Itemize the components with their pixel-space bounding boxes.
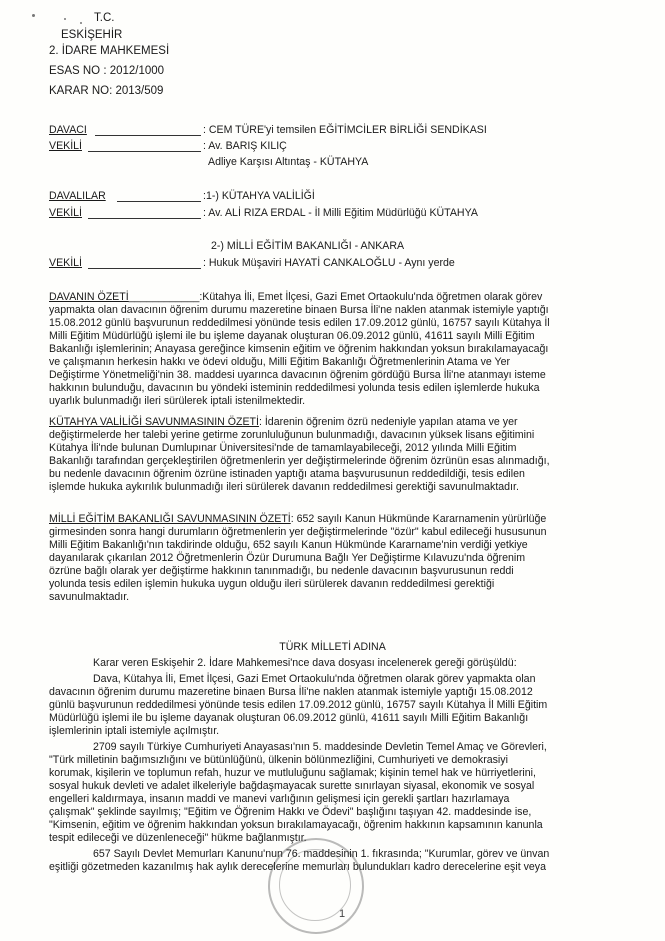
plaintiff-value: : CEM TÜRE'yi temsilen EĞİTİMCİLER BİRLİĞİ SENDİKASI (203, 124, 487, 136)
text-line: davacının öğrenim durumu mazeretine binaen Bursa İli'ne naklen atanmak istemiyle yaptığı 15.08.2012 (49, 686, 533, 698)
text-line: Değiştirme Yönetmeliği'nin 38. maddesi uyarınca davacının öğrenim gördüğü Bursa İli'ne atanmayı isteme (49, 369, 546, 381)
text-line: Bakanlığı işlemlerinin; Anayasa gereğince kimsenin eğitim ve öğrenim hakkından yoksun bırakılamayacağı (49, 343, 549, 355)
text-line: eşitliği gözetmeden kazanılmış hak aylık derecelerine memurları bulundukları kadro derecelerine eşit veya (49, 861, 546, 873)
text-line: 15.08.2012 günlü başvurunun reddedilmesi yönünde tesis edilen 17.09.2012 günlü, 16757 sayılı Kütahya İl (49, 317, 550, 329)
decision-title: TÜRK MİLLETİ ADINA (279, 641, 386, 653)
text-line: hakkının bulunduğu, davacının bu yöndeki isteminin reddedilmesi yolunda tesis edilen işlemlerde hukuka (49, 382, 540, 394)
court-seal-stamp (268, 838, 364, 934)
decision-paragraph-1 (49, 673, 610, 738)
text-line: tespit edileceği ve düzenleneceği" hükme bağlanmıştır. (49, 832, 307, 844)
case-summary-heading: DAVANIN ÖZETİ (49, 291, 129, 303)
plaintiff-attorney-address: Adliye Karşısı Altıntaş - KÜTAHYA (208, 156, 369, 168)
governor-defense-heading: KÜTAHYA VALİLİĞİ SAVUNMASININ ÖZETİ (49, 416, 259, 428)
text-line: ve çalışmanın herkesin hakkı ve ödevi olduğu, Milli Eğitim Bakanlığı Öğretmenlerinin Atama ve Yer (49, 356, 511, 368)
case-summary-dashes: ____________ (128, 291, 200, 303)
text-line: Bakanlığı tarafından gerçekleştirilen öğretmenlerin yer değiştirmelerinde öğrenim özrünün esas alınmadığı, (49, 455, 550, 467)
ministry-defense-heading: MİLLİ EĞİTİM BAKANLIĞI SAVUNMASININ ÖZETİ (49, 513, 291, 525)
defendants-label: DAVALILAR (49, 190, 106, 202)
text-line: Müdürlüğü işlemi ile bu işleme dayanak oluşturan 06.09.2012 günlü, 41611 sayılı Milli Eğitim Bakanlığı (49, 712, 529, 724)
governor-defense (49, 416, 610, 494)
text-line: girmesinden sonra hangi durumların öğretmenlerin yer değiştirmelerinde "özür" kabul edileceği hususunun (49, 526, 547, 538)
text-line: savunulmaktadır. (49, 591, 130, 603)
page-number: 1 (339, 908, 346, 920)
defendant-attorney-value: : Av. ALİ RIZA ERDAL - İl Milli Eğitim Müdürlüğü KÜTAHYA (203, 207, 478, 219)
decision-paragraph-2 (49, 741, 610, 845)
text-line: günlü başvurunun reddedilmesi yönünde tesis edilen 17.09.2012 günlü, 16757 sayılı Kütahya İl Milli Eğitim (49, 699, 548, 711)
ministry-attorney-value: : Hukuk Müşaviri HAYATİ CANKALOĞLU - Aynı yerde (203, 257, 455, 269)
text-line: Kütahya İli'nde bulunan Dumlupınar Üniversitesi'nde de tamamlayabileceği, 2012 yılında Milli Eğitim (49, 442, 517, 454)
text-line: değiştirmelerde her talebi yerine getirme zorunluluğunun bulunmadığı, davacının yüksek lisans eğitimini (49, 429, 535, 441)
defendant-attorney-label: VEKİLİ (49, 207, 82, 219)
text-line: korumak, kişilerin ve toplumun refah, huzur ve mutluluğunu sağlamak; kişinin temel hak ve hürriyetlerini, (49, 767, 536, 779)
text-line: Milli Eğitim Bakanlığı'nın takdirinde olduğu, 652 sayılı Kanun Hükmünde Kararname'nin verdiği yetkiye (49, 539, 528, 551)
text-line: engelleri kaldırmaya, insanın maddi ve manevi varlığının gelişmesi için gerekli şartları hazırlamaya (49, 793, 510, 805)
decision-intro (49, 657, 610, 670)
city-heading: ESKİŞEHİR (61, 29, 123, 41)
text-line: Dava, Kütahya İli, Emet İlçesi, Gazi Emet Ortaokulu'nda öğretmen olarak görev yapmakta olan (93, 673, 536, 685)
karar-number: KARAR NO: 2013/509 (49, 85, 164, 97)
text-line: "Kimsenin, eğitim ve öğrenim hakkından yoksun bırakılamayacağı, öğrenim hakkının kapsamının kanunla (49, 819, 543, 831)
text-line: özrüne bağlı olarak yer değiştirme hakkının tanınmadığı, bu nedenle davacının başvurusunun reddi (49, 565, 514, 577)
text-line: sosyal hukuk devleti ve adalet ilkeleriyle bağdaşmayacak surette sınırlayan siyasal, ekonomik ve sosyal (49, 780, 535, 792)
text-line: "Türk milletinin bağımsızlığını ve bütünlüğünü, ülkenin bölünmezliğini, Cumhuriyeti ve demokrasiyi (49, 754, 508, 766)
plaintiff-leader-line (95, 135, 201, 136)
esas-number: ESAS NO : 2012/1000 (49, 65, 165, 77)
text-line: işlemlerinin iptali istemiyle açılmıştır. (49, 725, 220, 737)
text-line: 657 Sayılı Devlet Memurları Kanunu'nun 76. maddesinin 1. fıkrasında; "Kurumlar, görev ve ünvan (93, 848, 550, 860)
plaintiff-label: DAVACI (49, 124, 87, 136)
text-line: 2709 sayılı Türkiye Cumhuriyeti Anayasası'nın 5. maddesinde Devletin Temel Amaç ve Görevleri, (93, 741, 547, 753)
text-line: Karar veren Eskişehir 2. İdare Mahkemesi'nce dava dosyası incelenerek gereği görüşüldü: (93, 657, 517, 669)
scan-speck (80, 22, 82, 24)
ministry-attorney-leader-line (88, 268, 201, 269)
plaintiff-attorney-value: : Av. BARIŞ KILIÇ (203, 140, 287, 152)
text-line: çalışmak" şeklinde sayılmış; "Eğitim ve Öğrenim Hakkı ve Ödevi" başlığını taşıyan 42. maddesinde ise, (49, 806, 532, 818)
defendants-value: :1-) KÜTAHYA VALİLİĞİ (203, 190, 315, 202)
text-line: işlemde hukuka aykırılık bulunmadığı ileri sürülerek davanın reddedilmesi gerektiği savunulmaktadır. (49, 481, 519, 493)
text-line: yolunda tesis edilen işlemin hukuka uygun olduğu ileri sürülerek davanın reddedilmesi gerektiği (49, 578, 495, 590)
scan-speck (32, 14, 35, 17)
ministry-attorney-label: VEKİLİ (49, 257, 82, 269)
text-line: : 652 sayılı Kanun Hükmünde Kararnamenin yürürlüğe (290, 513, 547, 525)
text-line: dayanılarak çıkarılan 2012 Öğretmenlerin Özür Durumuna Bağlı Yer Değiştirme Kılavuzu'nda öğrenim (49, 552, 526, 564)
case-summary (49, 291, 610, 408)
plaintiff-attorney-label: VEKİLİ (49, 140, 82, 152)
text-line: :Kütahya İli, Emet İlçesi, Gazi Emet Ortaokulu'nda öğretmen olarak görev (199, 291, 543, 303)
text-line: Milli Eğitim Müdürlüğü işlemi ile bu işleme dayanak oluşturan 06.09.2012 günlü, 41611 sayılı Milli Eğitim (49, 330, 535, 342)
text-line: yapmakta olan davacının öğrenim durumu mazeretine binaen Bursa İli'ne naklen atanmak istemiyle yaptığı (49, 304, 549, 316)
court-name: 2. İDARE MAHKEMESİ (49, 45, 170, 57)
text-line: bu nedenle davacının öğrenim özrüne istinaden yaptığı atama başvurusunun reddedildiği, tesis edilen (49, 468, 525, 480)
defendants-leader-line (117, 201, 201, 202)
defendant-attorney-leader-line (88, 218, 201, 219)
text-line: : İdarenin öğrenim özrü nedeniyle yapılan atama ve yer (258, 416, 518, 428)
second-defendant: 2-) MİLLİ EĞİTİM BAKANLIĞI - ANKARA (211, 240, 405, 252)
scan-speck (64, 18, 66, 20)
plaintiff-attorney-leader-line (88, 151, 201, 152)
ministry-defense (49, 513, 610, 604)
country-heading: T.C. (94, 12, 115, 24)
text-line: uyarlık bulunmadığı ileri sürülerek iptali istenilmektedir. (49, 395, 306, 407)
